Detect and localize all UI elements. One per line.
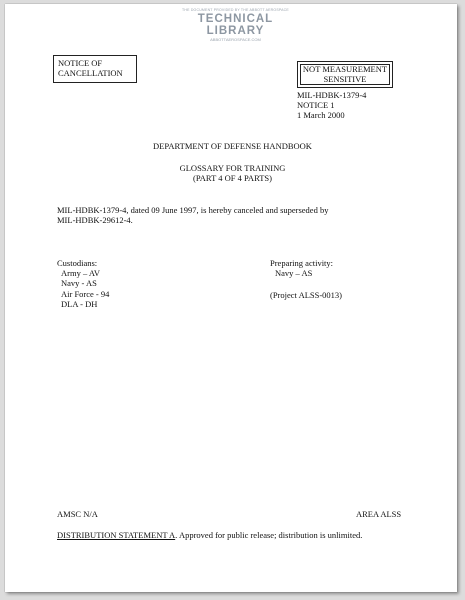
custodian-air-force: Air Force - 94 <box>61 289 110 299</box>
custodian-navy: Navy - AS <box>61 278 97 288</box>
technical-library-watermark <box>168 8 303 42</box>
custodian-army: Army – AV <box>61 268 101 278</box>
parts-subtitle: (PART 4 OF 4 PARTS) <box>193 173 272 183</box>
project-number: (Project ALSS-0013) <box>270 290 343 300</box>
watermark-url: ABBOTTAEROSPACE.COM <box>210 37 261 42</box>
preparing-activity-agency: Navy – AS <box>275 268 313 278</box>
not-measurement-sensitive-box <box>297 61 393 88</box>
preparing-activity-label: Preparing activity: <box>270 258 334 268</box>
watermark-title: TECHNICAL LIBRARY <box>197 13 274 37</box>
notice-box-line2: CANCELLATION <box>58 68 123 78</box>
cancellation-text-line2: MIL-HDBK-29612-4. <box>57 215 133 225</box>
measurement-box-line2: SENSITIVE <box>323 74 367 84</box>
notice-date: 1 March 2000 <box>297 110 345 120</box>
custodian-dla: DLA - DH <box>61 299 98 309</box>
document-number: MIL-HDBK-1379-4 <box>297 90 367 100</box>
notice-number: NOTICE 1 <box>297 100 335 110</box>
distribution-statement-label: DISTRIBUTION STATEMENT A <box>57 530 176 540</box>
distribution-statement-text: . Approved for public release; distribution is unlimited. <box>175 530 363 540</box>
handbook-heading: DEPARTMENT OF DEFENSE HANDBOOK <box>153 141 312 151</box>
measurement-box-line1: NOT MEASUREMENT <box>302 64 388 74</box>
notice-box-line1: NOTICE OF <box>58 58 103 68</box>
notice-of-cancellation-box <box>53 55 137 83</box>
watermark-tagline: THE DOCUMENT PROVIDED BY THE ABBOTT AEROSPACE <box>182 8 289 12</box>
distribution-statement <box>57 530 362 540</box>
custodians-label: Custodians: <box>57 258 98 268</box>
area-code: AREA ALSS <box>356 509 402 519</box>
amsc-code: AMSC N/A <box>57 509 98 519</box>
cancellation-text-line1: MIL-HDBK-1379-4, dated 09 June 1997, is hereby canceled and superseded by <box>57 205 329 215</box>
glossary-title: GLOSSARY FOR TRAINING <box>179 163 286 173</box>
